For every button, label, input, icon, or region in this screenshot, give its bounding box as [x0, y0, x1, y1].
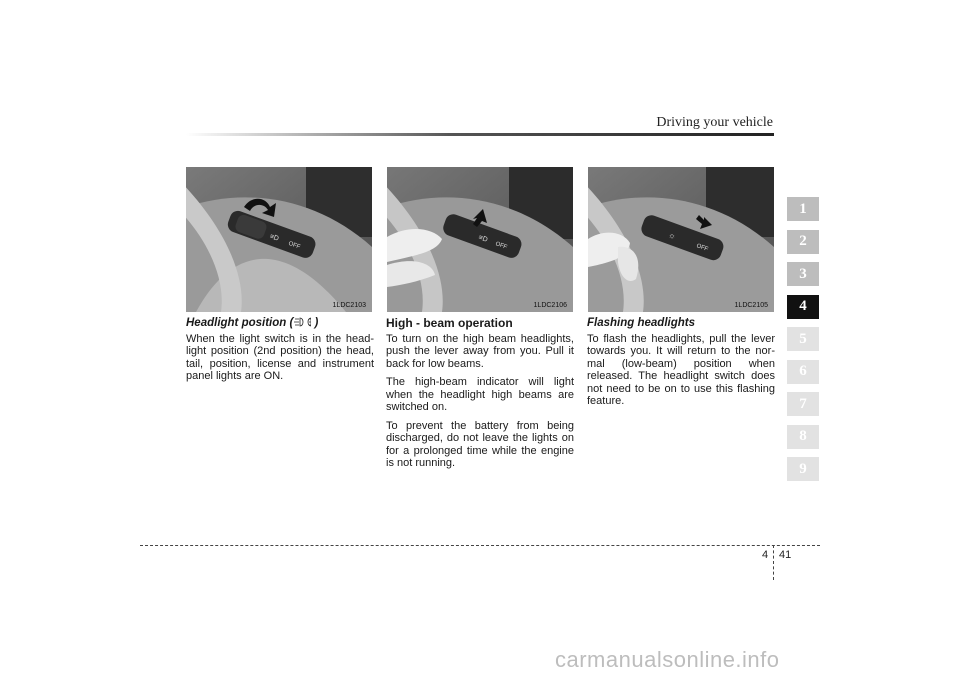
lever-photo-1 [186, 167, 372, 312]
chapter-tab-5[interactable]: 5 [787, 327, 819, 351]
footer-rule [140, 545, 820, 546]
svg-text:OFF: OFF [695, 243, 709, 253]
heading-headlight-position [186, 317, 374, 330]
watermark: carmanualsonline.info [555, 647, 780, 672]
chapter-tab-9[interactable]: 9 [787, 457, 819, 481]
paragraph: To flash the headlights, pull the lever towards you. It will return to the nor-mal (low-beam) position when released. The headlight switch does not need to be on to use this flashing feature. [587, 332, 775, 407]
paragraph: When the light switch is in the head-light position (2nd position) the head, tail, position, license and instrument panel lights are ON. [186, 332, 374, 382]
chapter-tab-4[interactable]: 4 [787, 295, 819, 319]
lever-photo-3 [588, 167, 774, 312]
paragraph: To prevent the battery from being discharged, do not leave the lights on for a prolonged time while the engine is not running. [386, 419, 574, 469]
photo-high-beam [387, 167, 573, 312]
section-title: Driving your vehicle [656, 115, 773, 130]
photo-flashing [588, 167, 774, 312]
photo-code: 1LDC2105 [734, 302, 768, 309]
photo-headlight-switch [186, 167, 372, 312]
chapter-tab-7[interactable]: 7 [787, 392, 819, 416]
heading-high-beam: High - beam operation [386, 316, 513, 330]
header-rule [186, 133, 774, 136]
chapter-tab-3[interactable]: 3 [787, 262, 819, 286]
chapter-tab-8[interactable]: 8 [787, 425, 819, 449]
column-headlight-position [186, 317, 374, 389]
chapter-tab-6[interactable]: 6 [787, 360, 819, 384]
paragraph: To turn on the high beam headlights, push the lever away from you. Pull it back for low beams. [386, 332, 574, 370]
svg-text:≡D: ≡D [477, 234, 489, 244]
photo-code: 1LDC2103 [332, 302, 366, 309]
chapter-tab-1[interactable]: 1 [787, 197, 819, 221]
footer-page: 41 [779, 549, 792, 561]
heading-flashing-headlights: Flashing headlights [587, 317, 695, 329]
heading-text: Headlight position ( [186, 317, 294, 329]
footer-chapter: 4 [762, 549, 769, 561]
chapter-tab-2[interactable]: 2 [787, 230, 819, 254]
svg-text:☼: ☼ [667, 230, 678, 242]
column-flashing-headlights [587, 317, 775, 414]
headlight-icon [293, 317, 311, 327]
photo-code: 1LDC2106 [533, 302, 567, 309]
heading-close: ) [314, 317, 319, 329]
svg-text:OFF: OFF [287, 240, 301, 251]
svg-text:≡D: ≡D [268, 233, 280, 243]
paragraph: The high-beam indicator will light when the headlight high beams are switched on. [386, 376, 574, 413]
column-high-beam [386, 317, 574, 476]
footer-divider [773, 545, 774, 580]
lever-photo-2 [387, 167, 573, 312]
svg-text:OFF: OFF [494, 241, 508, 251]
chapter-tabs [787, 197, 819, 490]
